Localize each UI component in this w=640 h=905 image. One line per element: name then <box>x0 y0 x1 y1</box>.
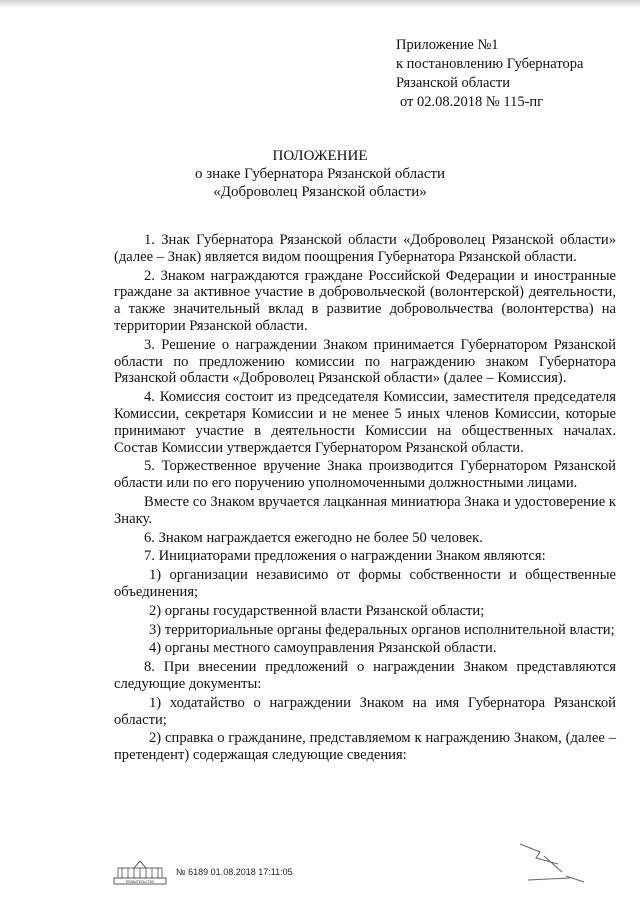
document-title <box>0 147 640 201</box>
paragraph-8-item-2: 2) справка о гражданине, представляемом к награждению Знаком, (далее – претендент) содержащая следующие сведения: <box>114 730 616 764</box>
appendix-header <box>396 36 626 112</box>
scan-top-edge <box>0 0 640 8</box>
document-body <box>114 232 616 766</box>
paragraph-7-item-1: 1) организации независимо от формы собственности и общественные объединения; <box>114 567 616 600</box>
paragraph-5: 5. Торжественное вручение Знака производится Губернатором Рязанской области или по его поручению уполномоченными должностными лицами. <box>114 458 616 492</box>
government-building-stamp-icon <box>112 858 168 886</box>
appendix-line-3: Рязанской области <box>396 75 510 91</box>
paragraph-2: 2. Знаком награждаются граждане Российской Федерации и иностранные граждане за активное участие в добровольческой (волонтерской) деятельности, а также значительный вклад в развитие добровольчества (волонтерства) на территории Рязанской области. <box>114 267 616 334</box>
registration-number: № 6189 01.08.2018 17:11:05 <box>176 867 293 877</box>
title-line-3: «Доброволец Рязанской области» <box>213 184 427 200</box>
appendix-line-2: к постановлению Губернатора <box>396 56 584 72</box>
paragraph-8-item-1: 1) ходатайство о награждении Знаком на имя Губернатора Рязанской области; <box>114 694 616 728</box>
paragraph-7-item-3: 3) территориальные органы федеральных органов исполнительной власти; <box>149 621 615 638</box>
paragraph-5-note: Вместе со Знаком вручается лацканная миниатюра Знака и удостоверение к Знаку. <box>114 493 616 527</box>
registration-footer <box>112 858 293 886</box>
title-heading: ПОЛОЖЕНИЕ <box>272 148 368 164</box>
paragraph-7-item-2: 2) органы государственной власти Рязанской области; <box>149 602 485 619</box>
title-line-2: о знаке Губернатора Рязанской области <box>194 166 446 182</box>
appendix-line-1: Приложение №1 <box>396 37 499 53</box>
appendix-date: от 02.08.2018 № 115-пг <box>400 94 544 110</box>
paragraph-7: 7. Инициаторами предложения о награждении Знаком являются: <box>144 548 546 565</box>
paragraph-4: 4. Комиссия состоит из председателя Комиссии, заместителя председателя Комиссии, секретаря Комиссии и не менее 5 иных членов Комиссии, которые принимают участие в деятельности Комиссии на общественных началах. Состав Комиссии утверждается Губернатором Рязанской области. <box>114 389 616 456</box>
paragraph-8: 8. При внесении предложений о награждении Знаком представляются следующие документы: <box>114 659 616 692</box>
paragraph-3: 3. Решение о награждении Знаком принимается Губернатором Рязанской области по предложению комиссии по награждению знаком Губернатора Рязанской области «Доброволец Рязанской области» (далее – Комиссия). <box>114 336 616 387</box>
handwritten-mark-icon <box>500 830 600 890</box>
paragraph-1: 1. Знак Губернатора Рязанской области «Доброволец Рязанской области» (далее – Знак) является видом поощрения Губернатора Рязанской области. <box>114 232 616 265</box>
paragraph-6: 6. Знаком награждается ежегодно не более 50 человек. <box>144 529 483 546</box>
svg-text:ПРАВИТЕЛЬСТВО: ПРАВИТЕЛЬСТВО <box>125 880 155 884</box>
paragraph-7-item-4: 4) органы местного самоуправления Рязанской области. <box>149 640 497 657</box>
